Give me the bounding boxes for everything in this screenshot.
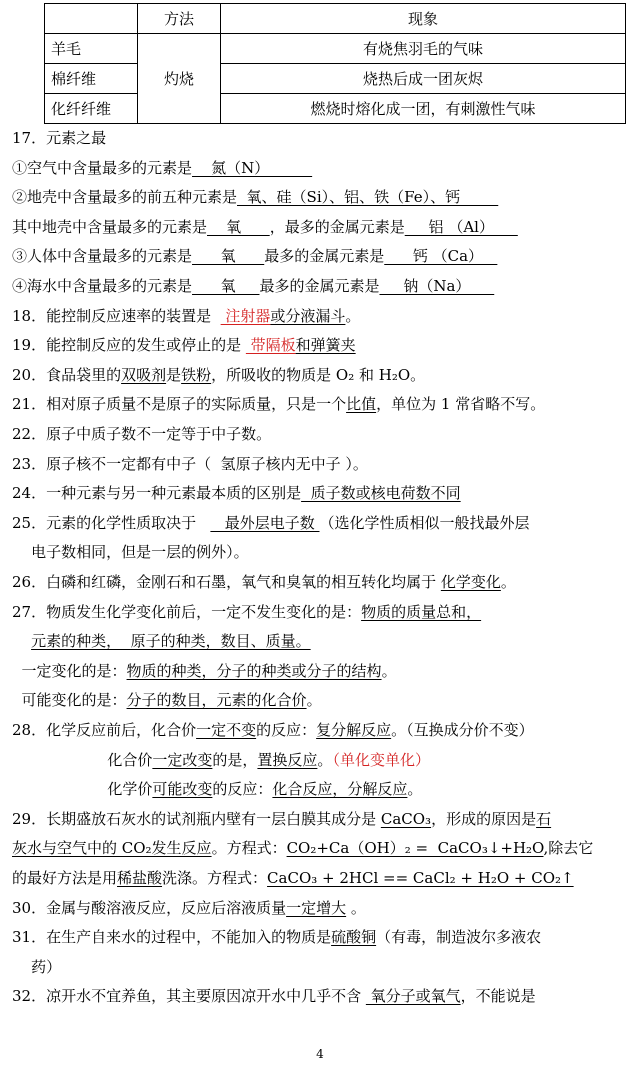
text-span: 带隔板 [245, 336, 296, 355]
text-line [12, 128, 106, 148]
text-span: 化学变化 [440, 573, 501, 591]
text-span: 化合反应，分解反应 [272, 780, 408, 799]
text-span: 的最好方法是用 [12, 869, 118, 887]
text-line [12, 750, 430, 770]
text-span: ，不能说是 [460, 987, 536, 1006]
text-span: 置换反应 [257, 750, 318, 769]
text-line [12, 187, 498, 207]
text-span: （有毒，制造波尔多液农 [376, 928, 542, 947]
text-line [12, 720, 534, 740]
text-span: 物质的质量总和， [361, 602, 482, 621]
text-span: 化合价 [12, 750, 153, 769]
text-line [12, 957, 61, 977]
text-span: 的反应： [212, 780, 273, 799]
text-span: 电子数相同，但是一层的例外）。 [12, 543, 249, 562]
text-span: 可能变化的是： [12, 691, 127, 710]
text-span: ，最多的金属元素是 [269, 217, 405, 236]
text-span: 。 [346, 898, 366, 917]
text-span: 稀盐酸 [117, 869, 163, 887]
text-span: 17．元素之最 [12, 129, 107, 147]
text-span: CaCO₃ [380, 809, 432, 828]
text-span: 钠（Na） [379, 277, 495, 295]
text-span: 20．食品袋里的 [12, 365, 122, 384]
table-header-method: 方法 [138, 4, 221, 34]
text-span: 18．能控制反应速率的装置是 [12, 306, 221, 325]
text-line [12, 365, 425, 385]
text-span: 。 [317, 750, 333, 769]
table-cell-name: 棉纤维 [45, 64, 138, 94]
text-line [12, 246, 497, 266]
table-cell-name: 羊毛 [45, 34, 138, 64]
text-span: 分子的数目，元素的化合价 [126, 691, 307, 710]
text-span: 元素的种类， 原子的种类，数目、质量。 [31, 632, 311, 651]
text-span: 氧分子或氧气 [365, 987, 461, 1006]
text-span: 复分解反应 [316, 721, 392, 739]
page-number: 4 [316, 1047, 324, 1061]
text-span: ③人体中含量最多的元素是 [12, 247, 193, 266]
text-span: 双吸剂 [121, 365, 167, 384]
text-span: ①空气中含量最多的元素是 [12, 158, 193, 177]
text-line [12, 838, 593, 858]
text-span: 铁粉 [181, 365, 212, 384]
text-span: 洗涤。方程式： [162, 869, 268, 887]
text-line [12, 276, 494, 296]
text-line [12, 690, 322, 710]
text-span: 石 [536, 809, 552, 828]
text-span [12, 632, 31, 650]
text-span: 30．金属与酸溶液反应，反应后溶液质量 [12, 898, 287, 917]
text-span: （选化学性质相似一般找最外层 [319, 513, 530, 532]
text-span: 。方程式： [211, 839, 287, 858]
text-line [12, 513, 530, 533]
text-span: 药） [12, 957, 62, 976]
text-span: 最多的金属元素是 [264, 247, 385, 266]
text-line [12, 868, 574, 888]
text-span: 钙 （Ca） [384, 247, 498, 266]
text-span: 一定增大 [286, 898, 347, 917]
text-span: 24．一种元素与另一种元素最本质的区别是 [12, 484, 302, 503]
text-span: ,除去它 [543, 839, 594, 858]
text-line [12, 986, 536, 1006]
text-line [12, 602, 481, 622]
table-cell-method: 灼烧 [138, 34, 221, 124]
text-span: 质子数或核电荷数不同 [301, 484, 461, 503]
text-span: 氮（N） [192, 158, 313, 177]
text-span: 最多的金属元素是 [259, 277, 380, 295]
text-span: 29．长期盛放石灰水的试剂瓶内壁有一层白膜其成分是 [12, 809, 381, 828]
text-line [12, 483, 461, 503]
text-span: 23．原子核不一定都有中子（ 氢原子核内无中子 ）。 [12, 454, 368, 473]
text-span: 氧 [207, 217, 270, 236]
text-span: 。 [306, 691, 322, 710]
text-span: 硫酸铜 [331, 928, 377, 947]
text-span: CaCO₃ + 2HCl == CaCl₂ + H₂O + CO₂↑ [267, 869, 574, 887]
text-line [12, 424, 271, 444]
text-span: 。 [407, 780, 423, 799]
text-span: ，单位为 1 常省略不写。 [376, 395, 546, 414]
text-span: 最外层电子数 [210, 513, 320, 532]
text-span: ，形成的原因是 [431, 809, 537, 828]
text-span: 。 [345, 306, 361, 325]
text-span: 。 [500, 573, 516, 591]
text-span: 注射器 [220, 306, 271, 325]
text-span: 物质的种类，分子的种类或分子的结构 [126, 661, 382, 680]
text-line [12, 927, 541, 947]
text-span: 21．相对原子质量不是原子的实际质量，只是一个 [12, 395, 347, 414]
table-row [45, 34, 626, 64]
table-header-phenomenon: 现象 [221, 4, 626, 34]
text-line [12, 217, 518, 237]
table-cell-phenomenon: 有烧焦羽毛的气味 [221, 34, 626, 64]
fiber-identification-table [44, 3, 626, 124]
text-span: 26．白磷和红磷，金刚石和石墨，氧气和臭氧的相互转化均属于 [12, 573, 441, 591]
text-span: 比值 [346, 395, 377, 414]
table-cell-name: 化纤纤维 [45, 94, 138, 124]
text-span: 。 [381, 661, 397, 680]
table-cell-phenomenon: 烧热后成一团灰烬 [221, 64, 626, 94]
text-line [12, 394, 545, 414]
text-span: （单化变单化） [332, 750, 430, 769]
text-span: 。（互换成分价不变） [391, 721, 534, 739]
text-line [12, 631, 311, 651]
text-span: 一定改变 [152, 750, 213, 769]
text-line [12, 542, 249, 562]
text-line [12, 809, 551, 829]
text-span: 一定变化的是： [12, 661, 127, 680]
text-span: 灰水与空气中的 CO₂发生反应 [12, 839, 212, 858]
text-line [12, 661, 397, 681]
text-line [12, 335, 356, 355]
text-span: CO₂+Ca（OH）₂ = CaCO₃↓+H₂O [286, 839, 544, 858]
table-cell-phenomenon: 燃烧时熔化成一团，有刺激性气味 [221, 94, 626, 124]
text-span: 氧 [192, 277, 260, 295]
text-span: 27．物质发生化学变化前后，一定不发生变化的是： [12, 602, 362, 621]
text-line [12, 158, 312, 178]
text-span: ，所吸收的物质是 O₂ 和 H₂O。 [211, 365, 426, 384]
text-span: 或分液漏斗 [270, 306, 346, 325]
table-row [45, 64, 626, 94]
table-header-blank [45, 4, 138, 34]
text-span: 28．化学反应前后，化合价 [12, 721, 197, 739]
text-span: 其中地壳中含量最多的元素是 [12, 217, 208, 236]
text-span: 铝 （Al） [404, 217, 518, 236]
text-span: 一定不变 [196, 721, 257, 739]
text-line [12, 779, 422, 799]
text-line [12, 306, 360, 326]
text-line [12, 898, 366, 918]
text-span: 的是， [212, 750, 258, 769]
text-span: 化学价 [12, 780, 153, 799]
text-span: 32．凉开水不宜养鱼，其主要原因凉开水中几乎不含 [12, 987, 366, 1006]
table-header-row [45, 4, 626, 34]
text-span: 25．元素的化学性质取决于 [12, 513, 211, 532]
text-span: 氧、硅（Si）、铝、铁（Fe）、钙 [237, 188, 499, 207]
text-span: 19．能控制反应的发生或停止的是 [12, 336, 246, 355]
text-span: 31．在生产自来水的过程中，不能加入的物质是 [12, 928, 332, 947]
text-span: 22．原子中质子数不一定等于中子数。 [12, 425, 272, 443]
text-span: 和弹簧夹 [295, 336, 356, 355]
text-span: 的反应： [256, 721, 317, 739]
text-span: 可能改变 [152, 780, 213, 799]
text-line [12, 454, 368, 474]
text-span: ②地壳中含量最多的前五种元素是 [12, 188, 238, 207]
text-span: 氧 [192, 247, 265, 266]
table-row [45, 94, 626, 124]
text-span: ④海水中含量最多的元素是 [12, 277, 193, 295]
text-span: 是 [166, 365, 182, 384]
text-line [12, 572, 516, 592]
